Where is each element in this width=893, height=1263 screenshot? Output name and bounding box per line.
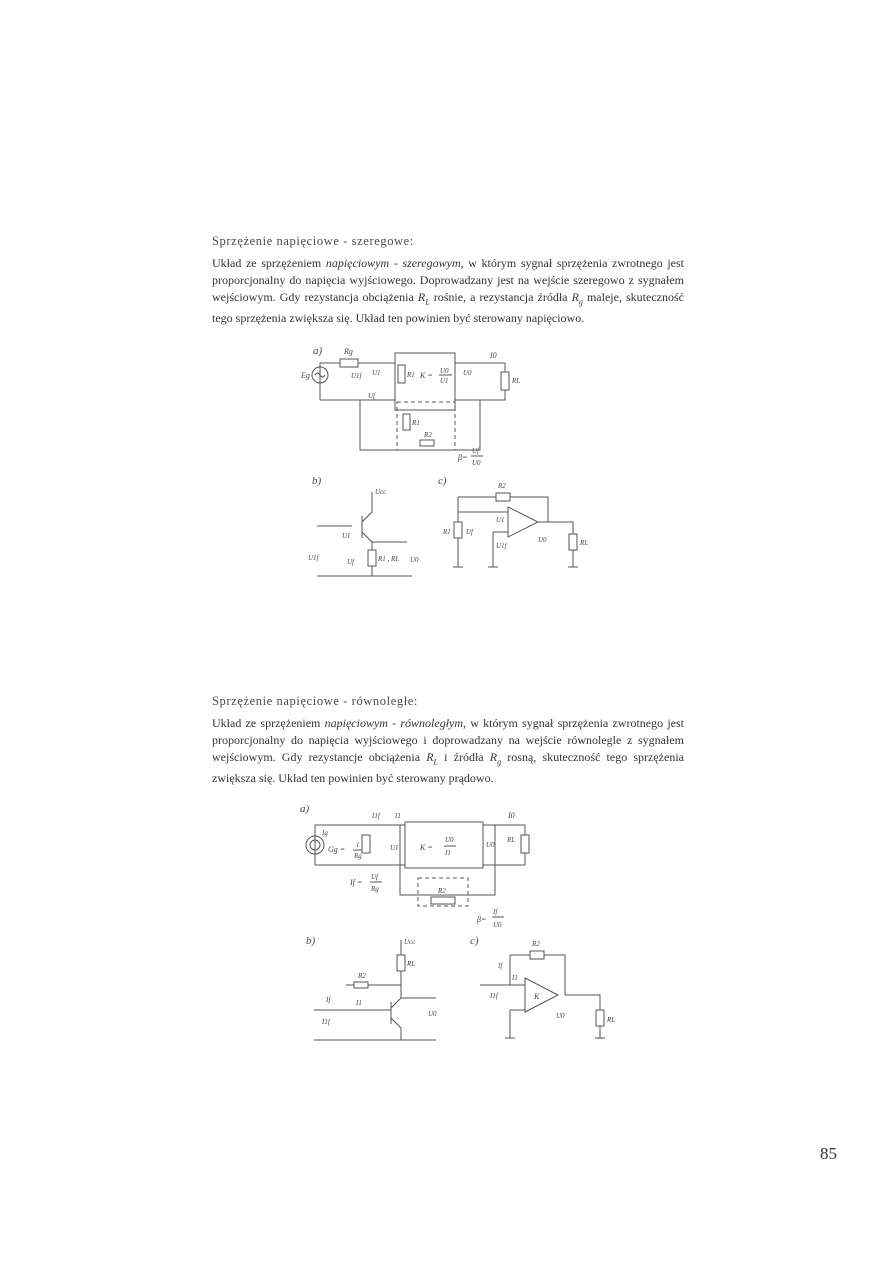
svg-text:U0: U0 [445, 836, 454, 844]
svg-text:U1f: U1f [308, 554, 319, 562]
svg-text:If: If [498, 962, 503, 970]
svg-text:U1f: U1f [351, 372, 362, 380]
svg-text:Uf: Uf [472, 447, 479, 455]
svg-text:R2: R2 [358, 972, 366, 980]
svg-text:U0: U0 [556, 1012, 565, 1020]
svg-text:I1: I1 [395, 812, 401, 820]
svg-text:U0: U0 [428, 1010, 437, 1018]
svg-text:Ucc: Ucc [404, 938, 416, 946]
svg-text:If =: If = [350, 878, 363, 887]
figure-1a-circuit [300, 340, 540, 475]
svg-text:R2: R2 [532, 940, 540, 948]
svg-text:Rg: Rg [354, 852, 362, 860]
svg-text:U1: U1 [342, 532, 351, 540]
svg-text:U0: U0 [493, 921, 502, 929]
svg-text:U0: U0 [472, 459, 481, 467]
figure-2c-circuit [470, 930, 620, 1045]
figure-1b-circuit [308, 472, 432, 584]
svg-text:R1: R1 [407, 371, 415, 379]
svg-text:U1f: U1f [496, 542, 507, 550]
svg-text:Uf: Uf [347, 558, 354, 566]
svg-text:R2: R2 [498, 482, 506, 490]
svg-text:I1: I1 [512, 974, 518, 982]
svg-text:b): b) [312, 475, 322, 487]
svg-text:K =: K = [420, 371, 433, 380]
svg-text:K =: K = [420, 843, 433, 852]
svg-text:U1: U1 [496, 516, 505, 524]
svg-text:Ig: Ig [322, 829, 328, 837]
svg-text:I1: I1 [356, 999, 362, 1007]
svg-text:Uf: Uf [368, 392, 375, 400]
svg-text:I1f: I1f [490, 992, 498, 1000]
svg-text:U1: U1 [390, 844, 399, 852]
svg-text:Rg: Rg [371, 885, 379, 893]
svg-text:R2: R2 [424, 431, 432, 439]
section2-heading: Sprzężenie napięciowe - równoległe: [212, 694, 418, 708]
svg-text:RL: RL [580, 539, 589, 547]
svg-text:I1f: I1f [322, 1018, 330, 1026]
svg-text:RL: RL [607, 1016, 616, 1024]
svg-text:Eg: Eg [301, 371, 310, 380]
svg-text:U0: U0 [538, 536, 547, 544]
svg-text:Uf: Uf [371, 873, 378, 881]
svg-text:c): c) [470, 935, 479, 947]
figure-2a-circuit [300, 800, 540, 930]
svg-text:Ucc: Ucc [375, 488, 387, 496]
svg-text:R1: R1 [443, 528, 451, 536]
svg-text:β=: β= [477, 915, 487, 924]
svg-text:β=: β= [458, 453, 468, 462]
svg-text:I1f: I1f [372, 812, 380, 820]
svg-text:R2: R2 [438, 887, 446, 895]
svg-text:I0: I0 [490, 351, 497, 360]
figure-2b-circuit [306, 930, 446, 1045]
svg-text:U0: U0 [410, 556, 419, 564]
svg-text:U0: U0 [486, 841, 495, 849]
svg-text:c): c) [438, 475, 447, 487]
svg-text:I0: I0 [508, 811, 515, 820]
svg-text:RL: RL [507, 836, 516, 844]
svg-text:1: 1 [356, 841, 360, 849]
svg-text:RL: RL [407, 960, 416, 968]
svg-text:U0: U0 [440, 367, 449, 375]
svg-text:U0: U0 [463, 369, 472, 377]
section1-paragraph: Układ ze sprzężeniem napięciowym - szeregowym, w którym sygnał sprzężenia zwrotnego jest proporcjonalny do napięcia wyjściowego. Doprowadzany jest na wejście szeregowo z sygnałem wejściowym. Gdy rezystancja obciążenia $R_L$ rośnie, a rezystancja źródła $R_g$ maleje, skuteczność tego sprzężenia zwiększa się. Układ ten powinien być sterowany napięciowo. [212, 256, 684, 326]
svg-text:K: K [534, 992, 540, 1001]
section2-paragraph: Układ ze sprzężeniem napięciowym - równoległym, w którym sygnał sprzężenia zwrotnego jest proporcjonalny do napięcia wyjściowego i doprowadzany na wejście równolegle z sygnałem wejściowym. Gdy rezystancje obciążenia $R_L$ i źródła $R_g$ rosną, skuteczność tego sprzężenia zwiększa się. Układ ten powinien być sterowany prądowo. [212, 716, 684, 786]
page-number: 85 [820, 1144, 837, 1163]
svg-text:If: If [493, 908, 498, 916]
section1-heading: Sprzężenie napięciowe - szeregowe: [212, 234, 414, 248]
figure-1c-circuit [438, 472, 588, 584]
svg-text:b): b) [306, 935, 316, 947]
svg-text:a): a) [300, 803, 310, 815]
svg-text:R1: R1 [412, 419, 420, 427]
svg-text:I1: I1 [445, 849, 451, 857]
svg-text:RL: RL [512, 377, 521, 385]
svg-text:Uf: Uf [466, 528, 473, 536]
svg-text:U1: U1 [372, 369, 381, 377]
svg-text:R1 , RL: R1 , RL [378, 555, 400, 563]
fig1a-tag: a) [313, 345, 323, 357]
svg-text:Gg =: Gg = [328, 845, 346, 854]
svg-text:U1: U1 [440, 377, 449, 385]
svg-text:If: If [326, 996, 331, 1004]
svg-text:Rg: Rg [344, 347, 353, 356]
